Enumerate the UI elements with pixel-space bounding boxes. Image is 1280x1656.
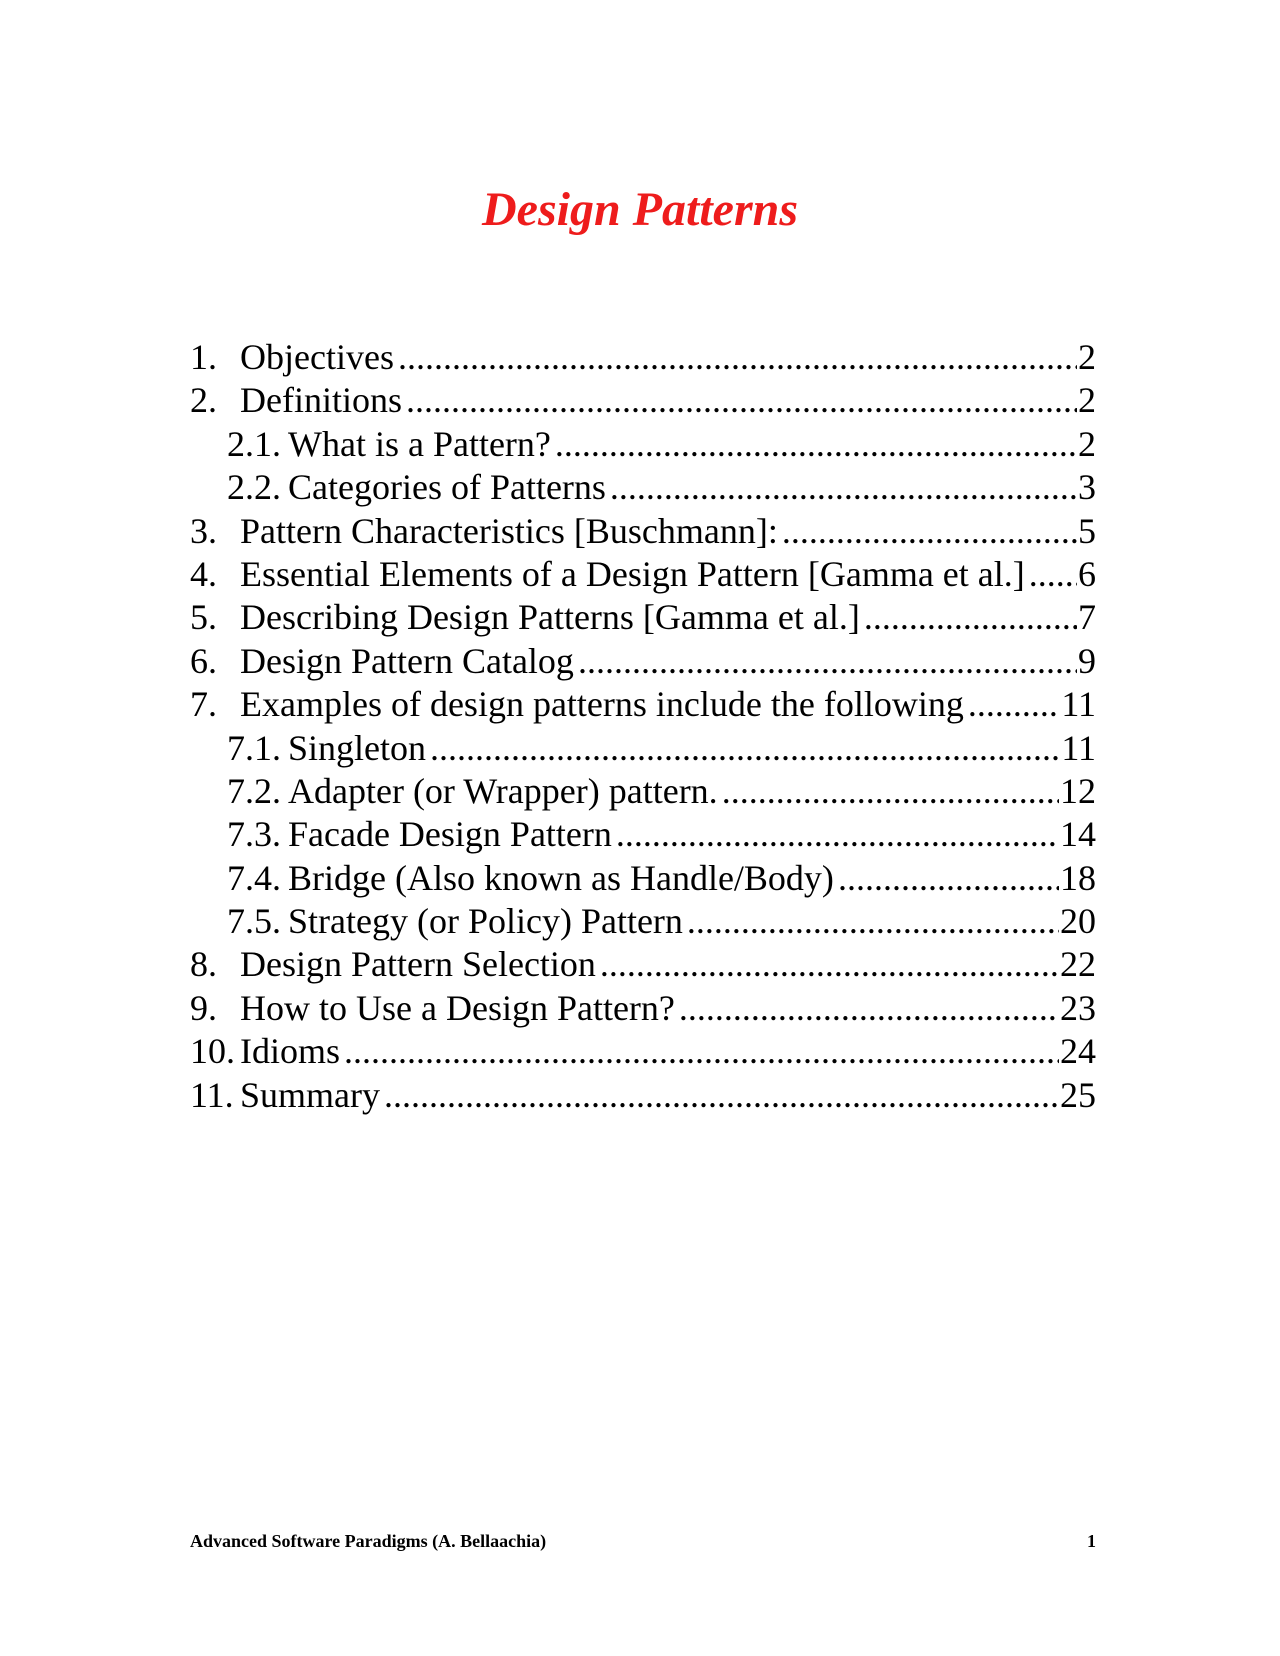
toc-dot-leader: [610, 466, 1077, 509]
toc-entry[interactable]: [190, 1074, 1096, 1117]
toc-entry-label: Objectives: [240, 337, 394, 377]
toc-entry-number: 7.4.: [227, 857, 281, 898]
toc-dot-leader: [968, 683, 1060, 726]
toc-entry[interactable]: [190, 770, 1096, 813]
toc-entry[interactable]: [190, 640, 1096, 683]
toc-entry[interactable]: [190, 857, 1096, 900]
toc-dot-leader: [344, 1030, 1059, 1073]
page-footer: [190, 1531, 1096, 1552]
toc-entry-label: Design Pattern Selection: [240, 944, 596, 985]
toc-entry-label: Summary: [240, 1074, 380, 1115]
toc-entry-number: 7.2.: [227, 770, 281, 811]
footer-course-title: Advanced Software Paradigms (A. Bellaachia): [190, 1531, 547, 1551]
toc-entry[interactable]: [190, 900, 1096, 943]
toc-entry-number: 7.3.: [227, 814, 281, 855]
toc-entry-label: Facade Design Pattern: [288, 814, 612, 855]
toc-entry[interactable]: [190, 683, 1096, 726]
toc-entry-number: 7.1.: [227, 727, 281, 768]
toc-entry-label: Design Pattern Catalog: [240, 640, 574, 681]
toc-entry-page: 18: [1060, 857, 1096, 898]
toc-entry-page: 2: [1078, 337, 1096, 377]
toc-entry-label: Essential Elements of a Design Pattern [Gamma et al.]: [240, 553, 1025, 594]
toc-dot-leader: [722, 770, 1059, 813]
toc-entry-page: 20: [1060, 901, 1096, 942]
toc-entry-number: 2.: [190, 380, 217, 421]
toc-entry-label: Categories of Patterns: [288, 467, 606, 508]
toc-entry-label: Strategy (or Policy) Pattern: [288, 901, 683, 942]
toc-entry[interactable]: [190, 813, 1096, 856]
toc-entry-number: 4.: [190, 553, 217, 594]
toc-dot-leader: [1029, 553, 1077, 596]
toc-entry[interactable]: [190, 336, 1096, 379]
toc-entry-number: 2.1.: [227, 423, 281, 464]
table-of-contents: [190, 336, 1096, 1117]
toc-entry-label: Describing Design Patterns [Gamma et al.]: [240, 597, 860, 638]
toc-dot-leader: [687, 900, 1059, 943]
toc-entry-page: 14: [1060, 814, 1096, 855]
toc-entry[interactable]: [190, 987, 1096, 1030]
toc-dot-leader: [600, 943, 1059, 986]
toc-entry-number: 7.: [190, 684, 217, 725]
toc-entry-page: 25: [1060, 1074, 1096, 1115]
toc-entry-page: 9: [1078, 640, 1096, 681]
toc-dot-leader: [578, 640, 1077, 683]
toc-entry[interactable]: [190, 423, 1096, 466]
toc-entry-page: 12: [1060, 770, 1096, 811]
toc-entry-label: Idioms: [240, 1031, 341, 1072]
toc-entry-label: How to Use a Design Pattern?: [240, 987, 675, 1028]
toc-entry-label: Singleton: [288, 727, 427, 768]
toc-entry[interactable]: [190, 466, 1096, 509]
toc-entry-number: 5.: [190, 597, 217, 638]
toc-entry-number: 8.: [190, 944, 217, 985]
toc-entry[interactable]: [190, 1030, 1096, 1073]
toc-entry-page: 23: [1060, 987, 1096, 1028]
toc-entry[interactable]: [190, 379, 1096, 422]
toc-dot-leader: [555, 423, 1077, 466]
toc-entry-page: 11: [1061, 684, 1096, 725]
toc-entry[interactable]: [190, 510, 1096, 553]
toc-entry-number: 2.2.: [227, 467, 281, 508]
toc-entry-label: Adapter (or Wrapper) pattern.: [288, 770, 718, 811]
toc-entry-number: 10.: [190, 1031, 235, 1072]
toc-dot-leader: [782, 510, 1077, 553]
toc-dot-leader: [384, 1074, 1059, 1117]
toc-entry-page: 2: [1078, 423, 1096, 464]
toc-entry[interactable]: [190, 596, 1096, 639]
toc-entry[interactable]: [190, 727, 1096, 770]
toc-dot-leader: [864, 596, 1077, 639]
toc-dot-leader: [679, 987, 1059, 1030]
toc-entry-page: 2: [1078, 380, 1096, 421]
toc-entry-number: 9.: [190, 987, 217, 1028]
toc-entry-page: 24: [1060, 1031, 1096, 1072]
toc-dot-leader: [398, 336, 1077, 379]
toc-entry-page: 3: [1078, 467, 1096, 508]
toc-entry[interactable]: [190, 943, 1096, 986]
toc-entry-label: Examples of design patterns include the following: [240, 684, 964, 725]
toc-entry-number: 3.: [190, 510, 217, 551]
toc-entry-label: What is a Pattern?: [288, 423, 551, 464]
toc-dot-leader: [406, 379, 1077, 422]
toc-entry-number: 6.: [190, 640, 217, 681]
toc-entry-label: Definitions: [240, 380, 402, 421]
toc-entry-page: 5: [1078, 510, 1096, 551]
toc-dot-leader: [838, 857, 1059, 900]
toc-entry-number: 7.5.: [227, 901, 281, 942]
footer-page-number: 1: [1087, 1531, 1096, 1551]
toc-entry-page: 7: [1078, 597, 1096, 638]
toc-dot-leader: [430, 727, 1060, 770]
toc-entry-page: 22: [1060, 944, 1096, 985]
toc-dot-leader: [616, 813, 1059, 856]
toc-entry[interactable]: [190, 553, 1096, 596]
toc-entry-page: 11: [1061, 727, 1096, 768]
toc-entry-label: Bridge (Also known as Handle/Body): [288, 857, 834, 898]
toc-entry-number: 1.: [190, 337, 217, 377]
toc-entry-page: 6: [1078, 553, 1096, 594]
toc-entry-label: Pattern Characteristics [Buschmann]:: [240, 510, 778, 551]
toc-entry-number: 11.: [190, 1074, 234, 1115]
document-title: Design Patterns: [481, 183, 799, 237]
